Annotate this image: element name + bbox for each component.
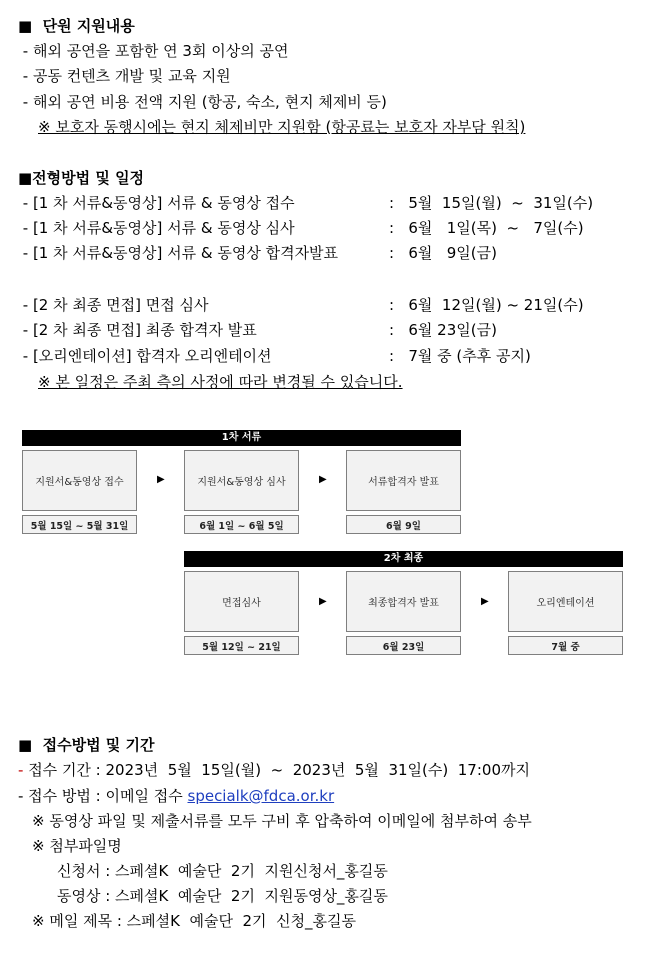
- stage1-step-2-date: 6월 1일 ~ 6월 5일: [184, 515, 299, 534]
- schedule-row-value: : 6월 23일(금): [389, 321, 497, 339]
- schedule-row-label: - [오리엔테이션] 합격자 오리엔테이션: [18, 347, 272, 365]
- method-text: - 접수 방법 : 이메일 접수: [18, 787, 188, 805]
- schedule-row-value: : 6월 12일(월) ~ 21일(수): [389, 296, 584, 314]
- schedule-row-label: - [1 차 서류&동영상] 서류 & 동영상 합격자발표: [18, 244, 339, 262]
- support-item-3: - 해외 공연 비용 전액 지원 (항공, 숙소, 현지 체제비 등): [18, 93, 387, 111]
- application-method: [18, 786, 334, 806]
- attachment-file-1: 신청서 : 스페셜K 예술단 2기 지원신청서_홍길동: [57, 862, 388, 880]
- section-application-title: ■ 접수방법 및 기간: [18, 736, 155, 754]
- email-link[interactable]: specialk@fdca.or.kr: [187, 787, 335, 805]
- schedule-row-value: : 7월 중 (추후 공지): [389, 347, 531, 365]
- schedule-row-label: - [2 차 최종 면접] 최종 합격자 발표: [18, 321, 257, 339]
- application-note-2: ※ 첨부파일명: [32, 837, 122, 855]
- section-support-title: ■ 단원 지원내용: [18, 17, 135, 35]
- stage2-step-2-date: 6월 23일: [346, 636, 461, 655]
- schedule-note: ※ 본 일정은 주최 측의 사정에 따라 변경될 수 있습니다.: [38, 373, 403, 391]
- stage1-step-1-date: 5월 15일 ~ 5월 31일: [22, 515, 137, 534]
- period-text: 접수 기간 : 2023년 5월 15일(월) ~ 2023년 5월 31일(수) 17:00까지: [23, 761, 530, 779]
- application-note-1: ※ 동영상 파일 및 제출서류를 모두 구비 후 압축하여 이메일에 첨부하여 송부: [32, 812, 532, 830]
- stage1-step-1: 지원서&동영상 접수: [22, 450, 137, 511]
- arrow-icon: ▶: [157, 474, 165, 485]
- stage1-header: 1차 서류: [22, 430, 461, 446]
- stage2-step-1: 면접심사: [184, 571, 299, 632]
- stage2-header: 2차 최종: [184, 551, 623, 567]
- application-note-3: ※ 메일 제목 : 스페셜K 예술단 2기 신청_홍길동: [32, 912, 357, 930]
- stage2-step-2: 최종합격자 발표: [346, 571, 461, 632]
- support-item-1: - 해외 공연을 포함한 연 3회 이상의 공연: [18, 42, 289, 60]
- support-item-2: - 공동 컨텐츠 개발 및 교육 지원: [18, 67, 231, 85]
- schedule-row-label: - [1 차 서류&동영상] 서류 & 동영상 심사: [18, 219, 295, 237]
- stage1-step-2: 지원서&동영상 심사: [184, 450, 299, 511]
- schedule-row-value: : 6월 9일(금): [389, 244, 497, 262]
- schedule-row-value: : 5월 15일(월) ~ 31일(수): [389, 194, 594, 212]
- support-note: ※ 보호자 동행시에는 현지 체제비만 지원함 (항공료는 보호자 자부담 원칙): [38, 118, 526, 136]
- attachment-file-2: 동영상 : 스페셜K 예술단 2기 지원동영상_홍길동: [57, 887, 388, 905]
- stage2-step-1-date: 5월 12일 ~ 21일: [184, 636, 299, 655]
- application-period: [18, 760, 530, 780]
- schedule-row-label: - [1 차 서류&동영상] 서류 & 동영상 접수: [18, 194, 295, 212]
- stage1-step-3-date: 6월 9일: [346, 515, 461, 534]
- stage1-step-3: 서류합격자 발표: [346, 450, 461, 511]
- schedule-row-label: - [2 차 최종 면접] 면접 심사: [18, 296, 209, 314]
- stage2-step-3-date: 7월 중: [508, 636, 623, 655]
- arrow-icon: ▶: [319, 474, 327, 485]
- section-schedule-title: ■전형방법 및 일정: [18, 169, 145, 187]
- schedule-row-value: : 6월 1일(목) ~ 7일(수): [389, 219, 584, 237]
- arrow-icon: ▶: [319, 596, 327, 607]
- stage2-step-3: 오리엔테이션: [508, 571, 623, 632]
- period-dash: -: [18, 761, 24, 779]
- arrow-icon: ▶: [481, 596, 489, 607]
